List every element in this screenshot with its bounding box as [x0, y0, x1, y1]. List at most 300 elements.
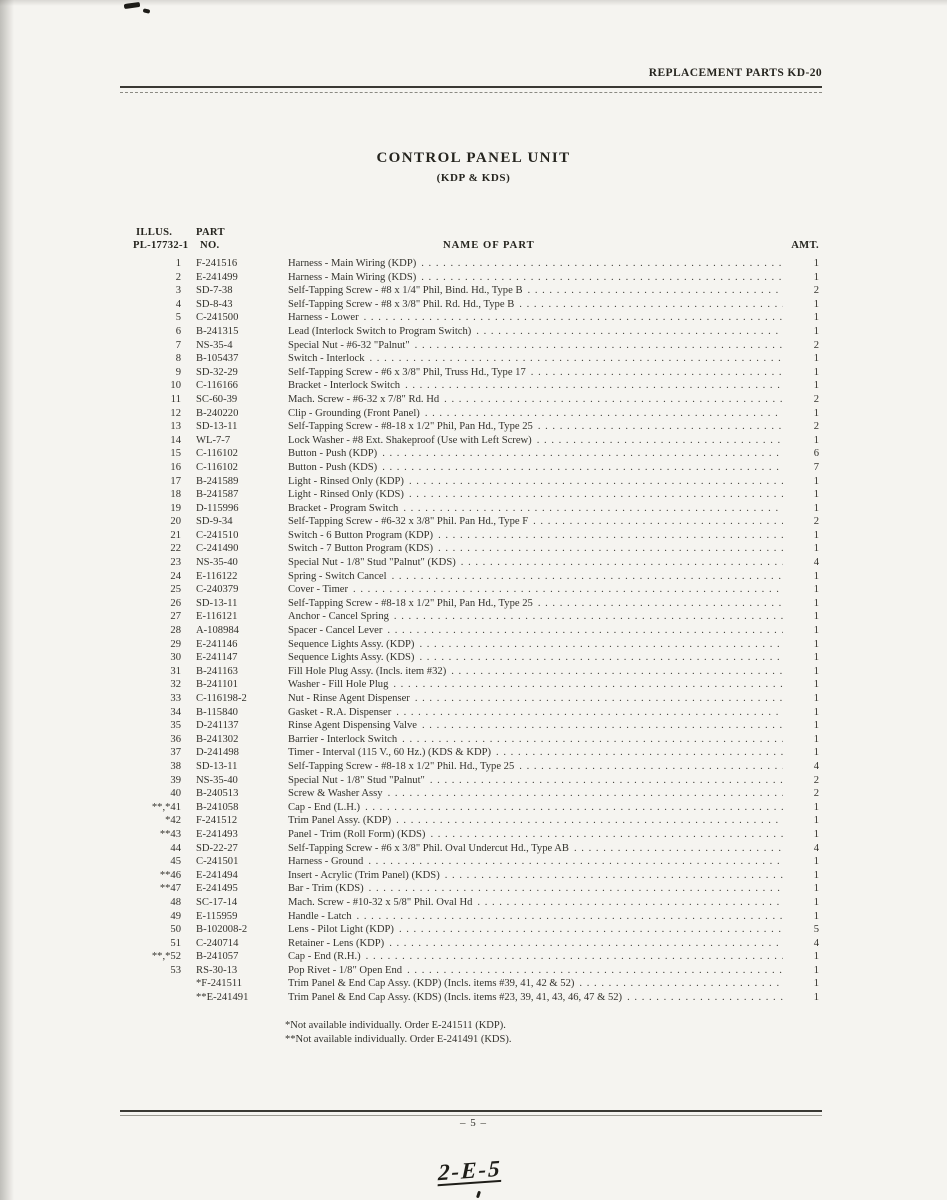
cell-amount: 1	[813, 856, 819, 868]
dotted-leader	[472, 896, 783, 910]
table-row	[133, 624, 819, 638]
cell-illus-number: 21	[170, 529, 181, 541]
header-amt-column: AMT.	[791, 240, 819, 251]
cell-illus-number: 40	[170, 788, 181, 800]
cell-name-wrap	[288, 271, 783, 285]
table-row	[133, 298, 819, 312]
table-row	[133, 529, 819, 543]
cell-part-name: Switch - 6 Button Program (KDP)	[288, 529, 434, 541]
cell-part-number: B-241057	[196, 951, 239, 963]
cell-part-name: Sequence Lights Assy. (KDS)	[288, 652, 415, 664]
cell-part-name: Special Nut - #6-32 "Palnut"	[288, 339, 410, 351]
cell-part-number: E-115959	[196, 910, 238, 922]
cell-part-number: B-240513	[196, 788, 239, 800]
cell-part-name: Nut - Rinse Agent Dispenser	[288, 693, 410, 704]
cell-part-name: Self-Tapping Screw - #8 x 3/8" Phil. Rd. Hd., Type B	[288, 298, 515, 310]
cell-part-name: Special Nut - 1/8" Stud "Palnut" (KDS)	[288, 557, 456, 569]
cell-illus-number: 49	[170, 910, 181, 922]
cell-part-number: B-105437	[196, 353, 239, 365]
cell-amount: 1	[813, 706, 819, 718]
cell-name-wrap	[288, 692, 783, 706]
cell-amount: 6	[813, 448, 819, 460]
table-row	[133, 923, 819, 937]
cell-name-wrap	[288, 542, 783, 556]
cell-illus-number: 39	[170, 774, 181, 786]
dotted-leader	[622, 991, 783, 1005]
footnote-kdp: *Not available individually. Order E-241511 (KDP).	[285, 1020, 506, 1031]
cell-name-wrap	[288, 393, 783, 407]
cell-amount: 1	[813, 366, 819, 378]
dotted-leader	[388, 678, 783, 692]
table-row	[133, 991, 819, 1005]
cell-part-number: B-241315	[196, 325, 239, 337]
cell-part-number: **E-241491	[196, 992, 249, 1004]
cell-amount: 1	[813, 258, 819, 269]
bottom-rule-thin	[120, 1115, 822, 1116]
table-row	[133, 583, 819, 597]
cell-part-name: Self-Tapping Screw - #6-32 x 3/8" Phil. Pan Hd., Type F	[288, 516, 529, 528]
cell-amount: 2	[813, 774, 819, 786]
cell-part-number: E-241499	[196, 271, 238, 283]
cell-part-name: Lead (Interlock Switch to Program Switch)	[288, 325, 472, 337]
cell-name-wrap	[288, 420, 783, 434]
cell-name-wrap	[288, 855, 783, 869]
dotted-leader	[425, 774, 783, 788]
cell-name-wrap	[288, 407, 783, 421]
cell-part-number: SD-32-29	[196, 366, 238, 378]
cell-illus-number: **,*52	[151, 951, 181, 963]
dotted-leader	[439, 393, 783, 407]
cell-amount: 1	[813, 570, 819, 582]
cell-part-name: Harness - Main Wiring (KDP)	[288, 258, 417, 269]
cell-part-name: Washer - Fill Hole Plug	[288, 679, 389, 691]
table-row	[133, 937, 819, 951]
cell-illus-number: 22	[170, 543, 181, 555]
table-row	[133, 515, 819, 529]
table-row	[133, 597, 819, 611]
cell-name-wrap	[288, 461, 783, 475]
table-row	[133, 896, 819, 910]
cell-illus-number: 17	[170, 475, 181, 487]
top-rule	[120, 86, 822, 88]
cell-part-name: Self-Tapping Screw - #8-18 x 1/2" Phil, Pan Hd., Type 25	[288, 421, 533, 433]
table-row	[133, 746, 819, 760]
cell-illus-number: 23	[170, 557, 181, 569]
cell-name-wrap	[288, 570, 783, 584]
cell-amount: 1	[813, 584, 819, 596]
dotted-leader	[394, 923, 783, 937]
cell-amount: 1	[813, 543, 819, 555]
table-row	[133, 461, 819, 475]
cell-amount: 1	[813, 529, 819, 541]
dotted-leader	[410, 339, 783, 353]
cell-part-number: B-241101	[196, 679, 238, 691]
cell-amount: 1	[813, 992, 819, 1004]
table-row	[133, 311, 819, 325]
cell-name-wrap	[288, 842, 783, 856]
cell-name-wrap	[288, 706, 783, 720]
scan-edge-shadow-top	[0, 0, 947, 6]
cell-illus-number: 33	[170, 693, 181, 704]
cell-part-name: Trim Panel Assy. (KDP)	[288, 815, 392, 827]
cell-illus-number: 3	[175, 285, 181, 297]
cell-illus-number: 15	[170, 448, 181, 460]
cell-part-number: SC-60-39	[196, 393, 238, 405]
cell-part-number: B-240220	[196, 407, 239, 419]
cell-part-number: D-115996	[196, 502, 239, 514]
cell-part-name: Spring - Switch Cancel	[288, 570, 387, 582]
table-row	[133, 719, 819, 733]
dotted-leader	[352, 910, 783, 924]
cell-amount: 2	[813, 788, 819, 800]
cell-amount: 2	[813, 393, 819, 405]
dotted-leader	[382, 624, 783, 638]
cell-illus-number: 7	[175, 339, 181, 351]
table-row	[133, 325, 819, 339]
table-row	[133, 801, 819, 815]
cell-part-name: Timer - Interval (115 V., 60 Hz.) (KDS & KDP)	[288, 747, 492, 759]
table-row	[133, 665, 819, 679]
cell-name-wrap	[288, 529, 783, 543]
cell-part-number: C-241490	[196, 543, 239, 555]
table-row	[133, 842, 819, 856]
cell-part-number: NS-35-4	[196, 339, 233, 351]
cell-name-wrap	[288, 583, 783, 597]
cell-part-name: Sequence Lights Assy. (KDP)	[288, 638, 415, 650]
table-row	[133, 774, 819, 788]
handwritten-mark	[476, 1191, 481, 1199]
cell-name-wrap	[288, 937, 783, 951]
cell-amount: 1	[813, 502, 819, 514]
cell-illus-number: 51	[170, 937, 181, 949]
document-title: CONTROL PANEL UNIT	[376, 150, 571, 166]
top-rule-dashed	[120, 92, 822, 93]
cell-illus-number: 32	[170, 679, 181, 691]
cell-name-wrap	[288, 257, 783, 271]
dotted-leader	[348, 583, 783, 597]
dotted-leader	[404, 475, 783, 489]
cell-part-number: B-115840	[196, 706, 238, 718]
cell-illus-number: 10	[170, 380, 181, 392]
cell-name-wrap	[288, 325, 783, 339]
dotted-leader	[387, 570, 783, 584]
cell-illus-number: 1	[175, 258, 181, 269]
cell-part-number: E-241495	[196, 883, 238, 895]
dotted-leader	[417, 719, 783, 733]
cell-amount: 1	[813, 733, 819, 745]
table-row	[133, 475, 819, 489]
dotted-leader	[446, 665, 783, 679]
table-row	[133, 678, 819, 692]
cell-illus-number: 53	[170, 964, 181, 976]
cell-name-wrap	[288, 964, 783, 978]
cell-name-wrap	[288, 801, 783, 815]
cell-illus-number: 2	[175, 271, 181, 283]
cell-part-name: Mach. Screw - #6-32 x 7/8" Rd. Hd	[288, 393, 440, 405]
cell-amount: 1	[813, 964, 819, 976]
cell-amount: 1	[813, 665, 819, 677]
cell-name-wrap	[288, 624, 783, 638]
table-body	[133, 257, 819, 1005]
cell-part-name: Fill Hole Plug Assy. (Incls. item #32)	[288, 665, 447, 677]
cell-illus-number: 50	[170, 924, 181, 936]
cell-amount: 4	[813, 557, 819, 569]
dotted-leader	[360, 801, 783, 815]
cell-part-number: C-116102	[196, 448, 238, 460]
dotted-leader	[433, 529, 783, 543]
cell-part-name: Self-Tapping Screw - #6 x 3/8" Phil, Truss Hd., Type 17	[288, 366, 526, 378]
cell-name-wrap	[288, 814, 783, 828]
cell-part-number: D-241137	[196, 720, 239, 732]
cell-part-number: SD-13-11	[196, 421, 238, 433]
cell-illus-number: 8	[175, 353, 181, 365]
cell-part-name: Rinse Agent Dispensing Valve	[288, 720, 417, 732]
cell-name-wrap	[288, 610, 783, 624]
cell-illus-number: 18	[170, 489, 181, 501]
cell-part-name: Screw & Washer Assy	[288, 788, 383, 800]
table-row	[133, 257, 819, 271]
dotted-leader	[416, 271, 783, 285]
cell-part-number: E-116122	[196, 570, 238, 582]
cell-illus-number: 44	[170, 842, 181, 854]
cell-name-wrap	[288, 910, 783, 924]
cell-part-name: Spacer - Cancel Lever	[288, 625, 383, 637]
header-part-column: PART NO.	[196, 227, 225, 251]
cell-part-name: Trim Panel & End Cap Assy. (KDP) (Incls. items #39, 41, 42 & 52)	[288, 978, 575, 990]
dotted-leader	[523, 284, 783, 298]
cell-part-name: Barrier - Interlock Switch	[288, 733, 398, 745]
cell-amount: 1	[813, 801, 819, 813]
cell-part-name: Self-Tapping Screw - #8 x 1/4" Phil, Bind. Hd., Type B	[288, 285, 523, 297]
header-illus-column: ILLUS. PL-17732-1	[133, 227, 189, 251]
cell-name-wrap	[288, 447, 783, 461]
dotted-leader	[391, 814, 783, 828]
cell-illus-number: 26	[170, 597, 181, 609]
cell-part-name: Light - Rinsed Only (KDP)	[288, 475, 404, 487]
cell-amount: 1	[813, 978, 819, 990]
cell-part-name: Switch - 7 Button Program (KDS)	[288, 543, 434, 555]
cell-illus-number: 38	[170, 760, 181, 772]
cell-part-number: E-241493	[196, 828, 238, 840]
document-subtitle: (KDP & KDS)	[436, 172, 511, 184]
cell-name-wrap	[288, 339, 783, 353]
table-row	[133, 610, 819, 624]
cell-part-name: Special Nut - 1/8" Stud "Palnut"	[288, 774, 425, 786]
scan-artifact	[124, 2, 141, 9]
cell-part-name: Switch - Interlock	[288, 353, 365, 365]
cell-amount: 4	[813, 760, 819, 772]
cell-illus-number: **46	[159, 869, 181, 881]
cell-illus-number: 24	[170, 570, 181, 582]
table-row	[133, 502, 819, 516]
cell-name-wrap	[288, 774, 783, 788]
dotted-leader	[574, 977, 783, 991]
cell-part-name: Handle - Latch	[288, 910, 352, 922]
cell-illus-number: 27	[170, 611, 181, 623]
cell-amount: 1	[813, 638, 819, 650]
page-header: REPLACEMENT PARTS KD-20	[648, 67, 822, 79]
cell-part-name: Bracket - Interlock Switch	[288, 380, 401, 392]
cell-part-number: C-240379	[196, 584, 239, 596]
table-row	[133, 787, 819, 801]
table-row	[133, 420, 819, 434]
cell-amount: 1	[813, 951, 819, 963]
dotted-leader	[404, 488, 783, 502]
cell-part-number: SD-7-38	[196, 285, 233, 297]
table-row	[133, 733, 819, 747]
table-row	[133, 638, 819, 652]
dotted-leader	[414, 651, 783, 665]
cell-illus-number: 4	[175, 298, 181, 310]
dotted-leader	[359, 311, 783, 325]
cell-part-number: NS-35-40	[196, 557, 238, 569]
dotted-leader	[533, 420, 783, 434]
cell-name-wrap	[288, 869, 783, 883]
cell-amount: 1	[813, 883, 819, 895]
cell-name-wrap	[288, 515, 783, 529]
table-row	[133, 814, 819, 828]
table-row	[133, 910, 819, 924]
cell-illus-number: 25	[170, 584, 181, 596]
cell-amount: 1	[813, 910, 819, 922]
cell-name-wrap	[288, 475, 783, 489]
cell-illus-number: 9	[175, 366, 181, 378]
cell-part-number: E-241146	[196, 638, 238, 650]
cell-amount: 2	[813, 285, 819, 297]
cell-illus-number: **,*41	[151, 801, 181, 813]
cell-name-wrap	[288, 977, 783, 991]
dotted-leader	[398, 502, 783, 516]
dotted-leader	[389, 610, 783, 624]
dotted-leader	[365, 352, 784, 366]
cell-part-number: B-241302	[196, 733, 239, 745]
cell-part-number: C-241510	[196, 529, 239, 541]
cell-part-name: Lens - Pilot Light (KDP)	[288, 924, 394, 936]
table-row	[133, 407, 819, 421]
cell-name-wrap	[288, 284, 783, 298]
dotted-leader	[526, 366, 783, 380]
cell-part-name: Cover - Timer	[288, 584, 349, 596]
cell-illus-number: *42	[165, 815, 181, 827]
cell-name-wrap	[288, 678, 783, 692]
cell-amount: 1	[813, 325, 819, 337]
dotted-leader	[391, 706, 783, 720]
cell-part-number: SC-17-14	[196, 896, 238, 908]
cell-name-wrap	[288, 760, 783, 774]
cell-part-name: Harness - Lower	[288, 312, 359, 324]
cell-part-name: Bracket - Program Switch	[288, 502, 399, 514]
cell-illus-number: 45	[170, 856, 181, 868]
cell-part-name: Harness - Main Wiring (KDS)	[288, 271, 417, 283]
cell-name-wrap	[288, 665, 783, 679]
cell-part-name: Trim Panel & End Cap Assy. (KDS) (Incls. items #23, 39, 41, 43, 46, 47 & 52)	[288, 992, 623, 1004]
dotted-leader	[377, 447, 783, 461]
cell-part-name: Cap - End (L.H.)	[288, 801, 361, 813]
table-row	[133, 855, 819, 869]
cell-part-number: NS-35-40	[196, 774, 238, 786]
cell-amount: 1	[813, 312, 819, 324]
table-row	[133, 393, 819, 407]
cell-illus-number: **47	[159, 883, 181, 895]
cell-part-name: Cap - End (R.H.)	[288, 951, 361, 963]
cell-part-name: Self-Tapping Screw - #8-18 x 1/2" Phil. Hd., Type 25	[288, 760, 515, 772]
dotted-leader	[533, 597, 783, 611]
cell-name-wrap	[288, 733, 783, 747]
table-row	[133, 434, 819, 448]
cell-illus-number: 35	[170, 720, 181, 732]
table-row	[133, 869, 819, 883]
cell-illus-number: 48	[170, 896, 181, 908]
dotted-leader	[514, 298, 783, 312]
cell-part-name: Retainer - Lens (KDP)	[288, 937, 385, 949]
cell-name-wrap	[288, 311, 783, 325]
table-row	[133, 271, 819, 285]
cell-amount: 5	[813, 924, 819, 936]
dotted-leader	[400, 379, 783, 393]
cell-illus-number: 31	[170, 665, 181, 677]
cell-name-wrap	[288, 638, 783, 652]
table-row	[133, 447, 819, 461]
page-number: – 5 –	[460, 1117, 487, 1129]
cell-name-wrap	[288, 896, 783, 910]
dotted-leader	[384, 937, 783, 951]
cell-amount: 1	[813, 407, 819, 419]
table-row	[133, 950, 819, 964]
cell-illus-number: 6	[175, 325, 181, 337]
cell-part-name: Panel - Trim (Roll Form) (KDS)	[288, 828, 426, 840]
cell-part-name: Self-Tapping Screw - #6 x 3/8" Phil. Oval Undercut Hd., Type AB	[288, 842, 569, 854]
dotted-leader	[569, 842, 783, 856]
cell-part-number: C-240714	[196, 937, 239, 949]
cell-part-number: E-116121	[196, 611, 238, 623]
table-row	[133, 692, 819, 706]
cell-name-wrap	[288, 488, 783, 502]
footnote-kds: **Not available individually. Order E-241491 (KDS).	[285, 1033, 512, 1045]
table-row	[133, 339, 819, 353]
cell-part-number: B-102008-2	[196, 924, 248, 936]
dotted-leader	[361, 950, 783, 964]
cell-name-wrap	[288, 379, 783, 393]
dotted-leader	[433, 542, 783, 556]
cell-amount: 4	[813, 842, 819, 854]
table-row	[133, 542, 819, 556]
cell-part-number: C-116102	[196, 461, 238, 473]
cell-name-wrap	[288, 923, 783, 937]
table-row	[133, 977, 819, 991]
table-row	[133, 488, 819, 502]
dotted-leader	[410, 692, 783, 706]
cell-part-number: B-241589	[196, 475, 239, 487]
cell-part-name: Light - Rinsed Only (KDS)	[288, 489, 404, 501]
cell-amount: 1	[813, 679, 819, 691]
dotted-leader	[414, 638, 783, 652]
cell-illus-number: 12	[170, 407, 181, 419]
cell-part-number: RS-30-13	[196, 964, 238, 976]
cell-amount: 4	[813, 937, 819, 949]
cell-amount: 1	[813, 597, 819, 609]
cell-amount: 1	[813, 298, 819, 310]
cell-part-name: Anchor - Cancel Spring	[288, 611, 389, 623]
cell-name-wrap	[288, 352, 783, 366]
cell-name-wrap	[288, 651, 783, 665]
table-row	[133, 556, 819, 570]
dotted-leader	[491, 746, 783, 760]
dotted-leader	[420, 407, 783, 421]
dotted-leader	[402, 964, 783, 978]
cell-amount: 1	[813, 475, 819, 487]
cell-part-number: E-241147	[196, 652, 238, 664]
cell-illus-number: 5	[175, 312, 181, 324]
